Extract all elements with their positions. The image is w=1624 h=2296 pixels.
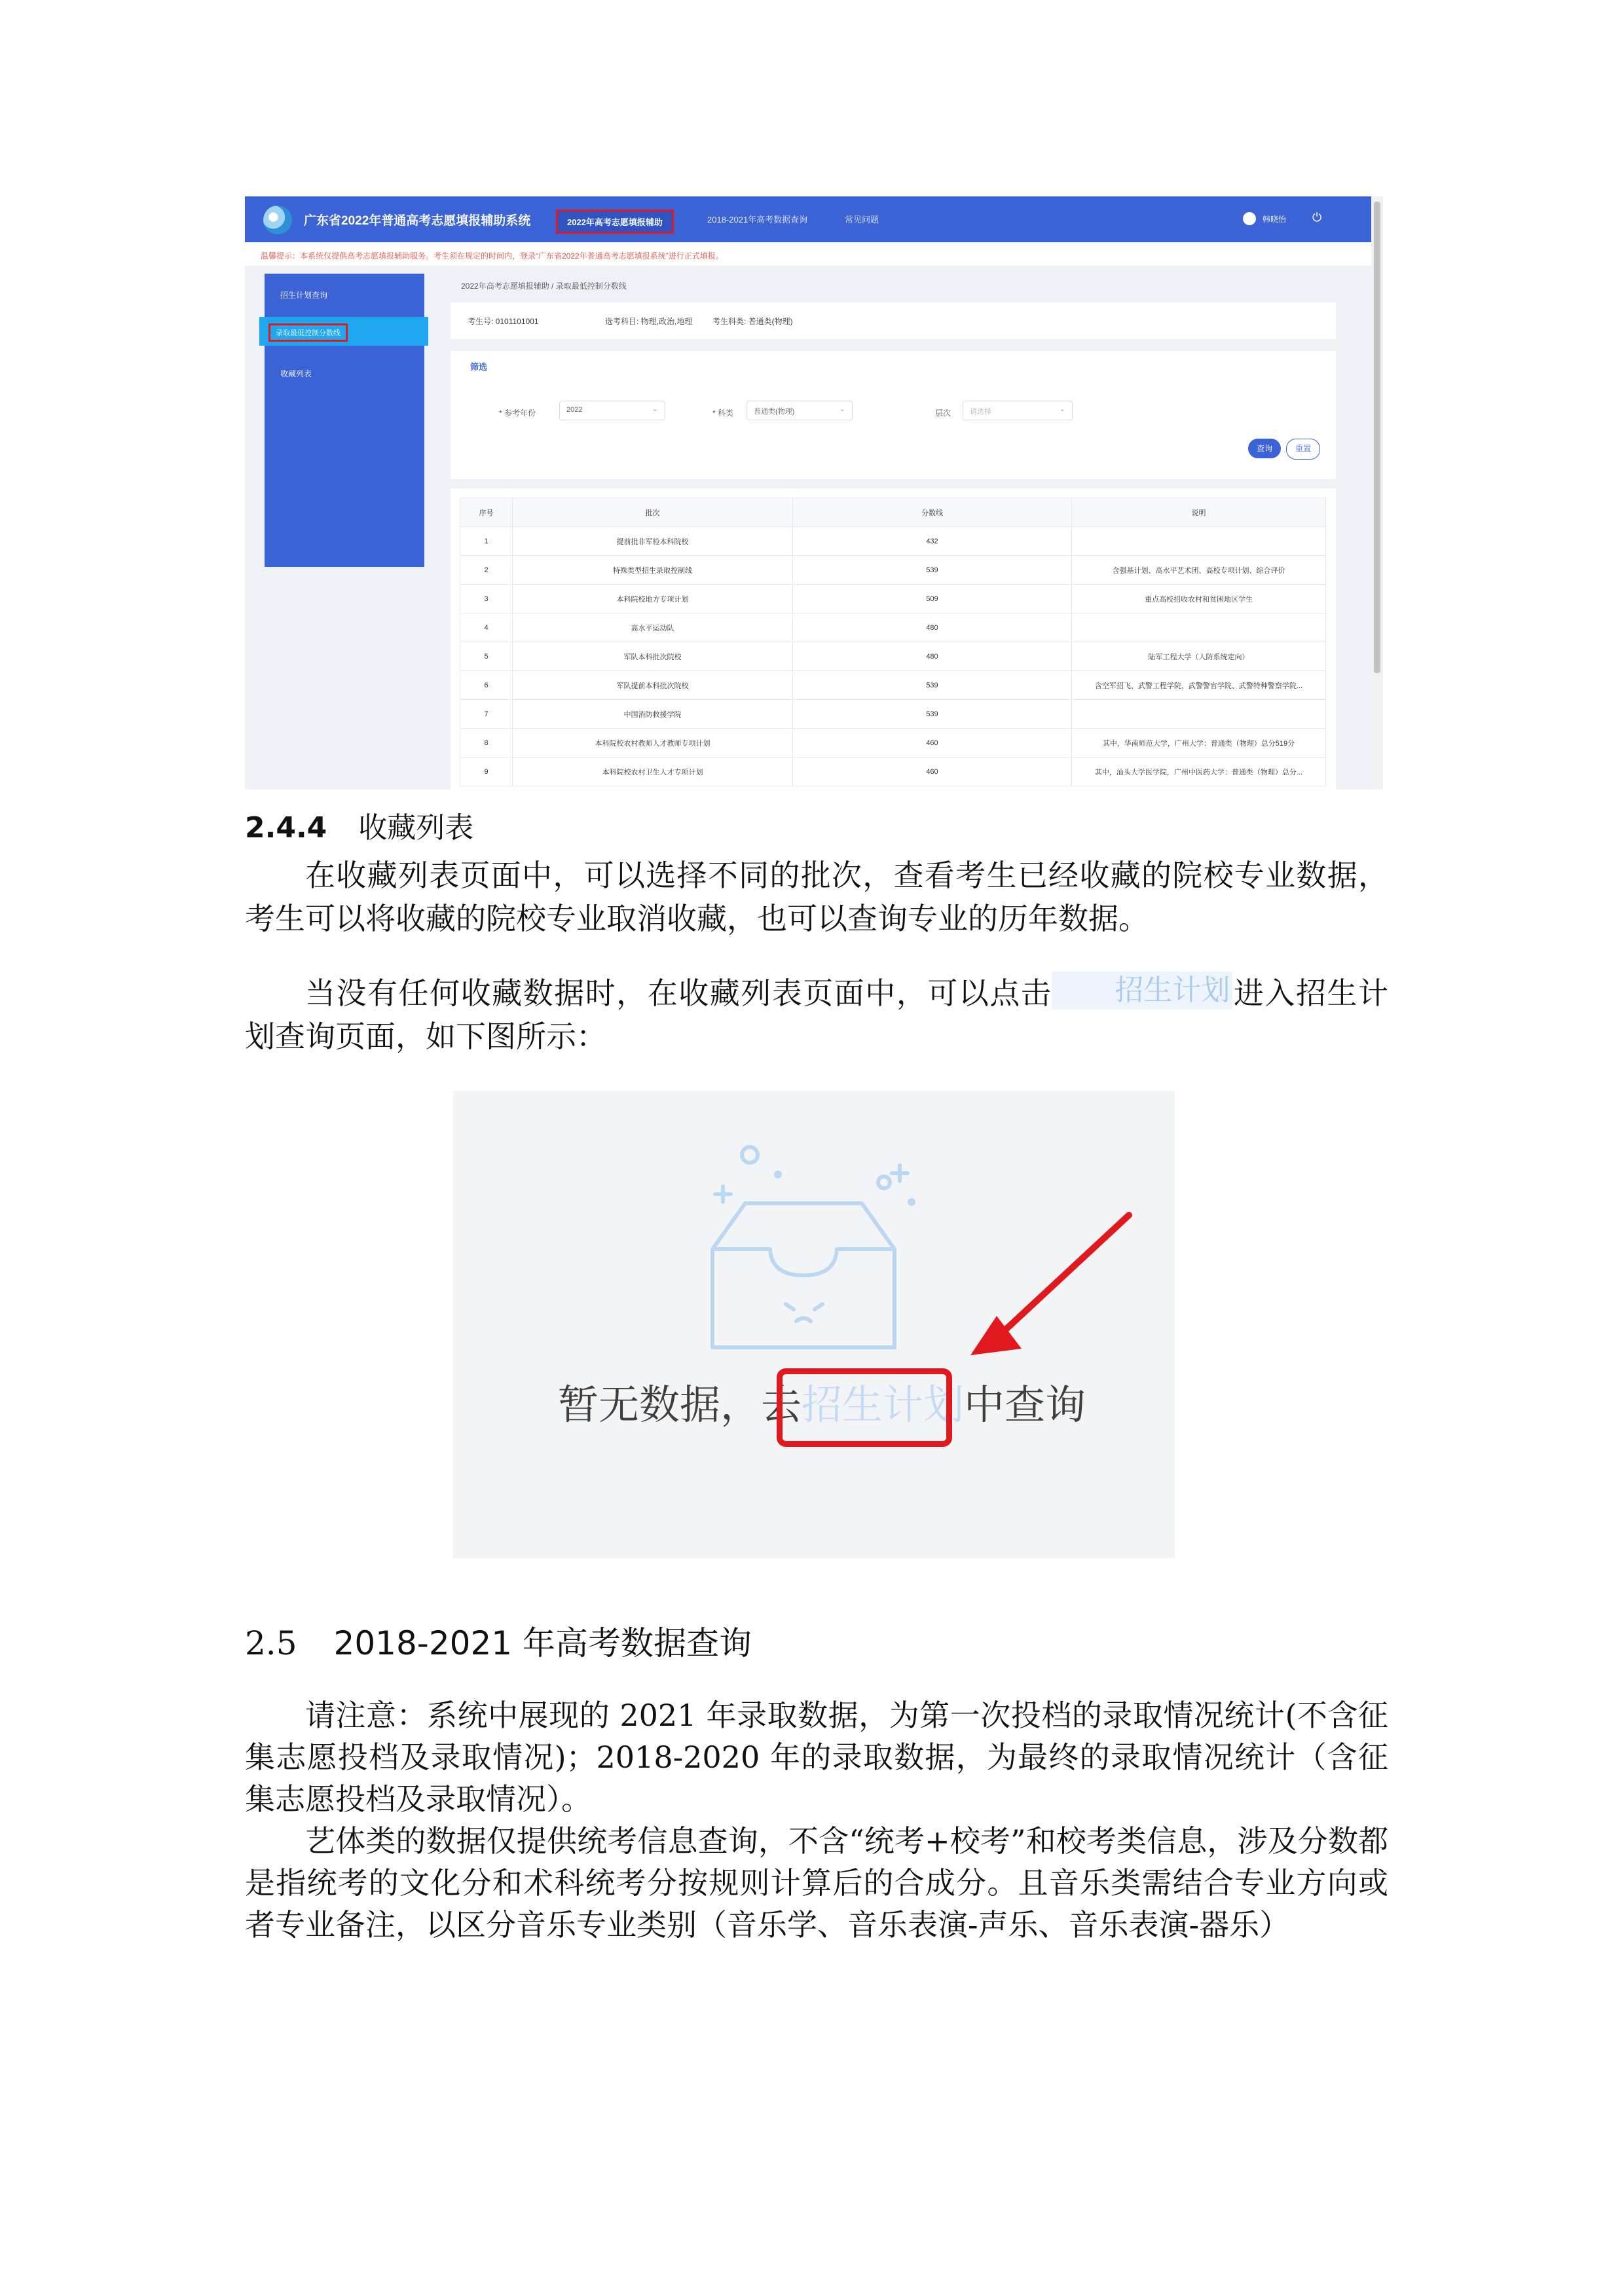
cell-score: 509 xyxy=(793,585,1072,613)
notice-bar xyxy=(245,242,1371,266)
filter-title: 筛选 xyxy=(470,362,488,372)
selected-subjects: 选考科目: 物理,政治,地理 xyxy=(605,317,693,326)
cell-batch: 特殊类型招生录取控制线 xyxy=(513,556,793,585)
table-row xyxy=(460,729,1326,757)
enrollment-plan-link[interactable]: 招生计划 xyxy=(802,1381,965,1429)
cell-score: 539 xyxy=(793,556,1072,585)
cell-score: 539 xyxy=(793,700,1072,729)
table-row xyxy=(460,585,1326,613)
table-row xyxy=(460,671,1326,700)
year-select[interactable] xyxy=(559,401,665,420)
cell-score: 480 xyxy=(793,613,1072,642)
admission-score-screenshot xyxy=(245,196,1383,790)
decor-plus-icon xyxy=(892,1165,908,1181)
cell-batch: 本科院校地方专项计划 xyxy=(513,585,793,613)
cell-score: 460 xyxy=(793,757,1072,786)
col-header-index: 序号 xyxy=(460,498,513,527)
table-row xyxy=(460,757,1326,786)
section-title: 收藏列表 xyxy=(358,811,474,845)
cell-batch: 军队本科批次院校 xyxy=(513,642,793,671)
cell-batch: 本科院校农村教师人才教师专项计划 xyxy=(513,729,793,757)
chevron-down-icon: ⌄ xyxy=(1059,405,1065,413)
cell-score: 480 xyxy=(793,642,1072,671)
nav-tab-history-query[interactable]: 2018-2021年高考数据查询 xyxy=(707,215,808,225)
cell-note xyxy=(1072,527,1326,556)
art-sports-note-paragraph: 艺体类的数据仅提供统考信息查询，不含“统考+校考”和校考类信息，涉及分数都是指统考的文化分和术科统考分按规则计算后的合成分。且音乐类需结合专业方向或者专业备注，以区分音乐专业类别（音乐学、音乐表演-声乐、音乐表演-器乐） xyxy=(245,1823,1388,1942)
table-header-row xyxy=(460,498,1326,527)
section-heading-2-5 xyxy=(245,1617,752,1664)
data-note-paragraph: 请注意：系统中展现的 2021 年录取数据，为第一次投档的录取情况统计(不含征集志愿投档及录取情况)；2018-2020 年的录取数据，为最终的录取情况统计（含征集志愿投档及录取情况）。 xyxy=(245,1698,1388,1817)
cell-index: 5 xyxy=(460,642,513,671)
year-select-value: 2022 xyxy=(566,406,583,414)
filter-panel xyxy=(451,351,1336,479)
sidebar-item-min-score-label[interactable]: 录取最低控制分数线 xyxy=(268,323,348,342)
nav-tab-faq[interactable]: 常见问题 xyxy=(845,215,879,225)
cell-batch: 本科院校农村卫生人才专项计划 xyxy=(513,757,793,786)
decor-circle xyxy=(742,1147,758,1163)
cell-note: 陆军工程大学（人防系统定向） xyxy=(1072,642,1326,671)
empty-favorites-screenshot xyxy=(453,1091,1175,1558)
cell-batch: 中国消防救援学院 xyxy=(513,700,793,729)
cell-note: 重点高校招收农村和贫困地区学生 xyxy=(1072,585,1326,613)
subject-select[interactable] xyxy=(747,401,853,420)
hint-text-after: 进入招生计划查询页面，如下图所示： xyxy=(245,975,1389,1054)
reset-button[interactable]: 重置 xyxy=(1286,439,1320,460)
exam-number: 考生号: 0101101001 xyxy=(468,317,539,326)
cell-score: 539 xyxy=(793,671,1072,700)
notice-text: 温馨提示：本系统仅提供高考志愿填报辅助服务。考生须在规定的时间内，登录“广东省2022年普通高考志愿填报系统”进行正式填报。 xyxy=(261,251,724,261)
query-button[interactable]: 查询 xyxy=(1248,439,1281,458)
candidate-info-bar xyxy=(451,302,1336,339)
table-row xyxy=(460,642,1326,671)
col-header-note: 说明 xyxy=(1072,498,1326,527)
scrollbar-thumb[interactable] xyxy=(1374,202,1380,673)
cell-index: 2 xyxy=(460,556,513,585)
favorites-description: 在收藏列表页面中，可以选择不同的批次，查看考生已经收藏的院校专业数据，考生可以将收藏的院校专业取消收藏，也可以查询专业的历年数据。 xyxy=(245,858,1388,936)
sidebar xyxy=(265,274,424,567)
cell-batch: 提前批非军检本科院校 xyxy=(513,527,793,556)
box-lid xyxy=(712,1203,895,1249)
batch-select[interactable] xyxy=(963,401,1073,420)
box-face-icon xyxy=(786,1304,822,1321)
favorites-empty-hint xyxy=(245,972,1388,1058)
table-row xyxy=(460,613,1326,642)
table-row xyxy=(460,556,1326,585)
table-row xyxy=(460,700,1326,729)
score-table-panel xyxy=(451,488,1336,790)
box-body xyxy=(712,1249,895,1347)
system-logo xyxy=(263,206,292,234)
top-nav-bar xyxy=(245,196,1371,242)
section-number: 2.4.4 xyxy=(245,811,327,845)
user-name[interactable]: 韩晓怡 xyxy=(1263,215,1287,224)
year-label: * 参考年份 xyxy=(499,409,536,418)
decor-circle xyxy=(878,1176,890,1188)
nav-tab-2022-assist[interactable]: 2022年高考志愿填报辅助 xyxy=(556,210,674,234)
subject-category: 考生科类: 普通类(物理) xyxy=(712,317,793,326)
col-header-batch: 批次 xyxy=(513,498,793,527)
sidebar-item-min-score-active[interactable] xyxy=(259,317,428,346)
section-heading-2-4-4 xyxy=(245,804,473,846)
batch-label: 层次 xyxy=(935,409,951,418)
highlight-box xyxy=(777,1368,952,1447)
cell-score: 432 xyxy=(793,527,1072,556)
cell-note: 含空军招飞、武警工程学院、武警警官学院、武警特种警察学院... xyxy=(1072,671,1326,700)
cell-index: 3 xyxy=(460,585,513,613)
cell-index: 7 xyxy=(460,700,513,729)
cell-index: 4 xyxy=(460,613,513,642)
score-table xyxy=(460,498,1326,786)
chevron-down-icon: ⌄ xyxy=(839,405,845,413)
enrollment-plan-chip: 招生计划 xyxy=(1052,972,1232,1010)
cell-index: 8 xyxy=(460,729,513,757)
decor-plus-icon xyxy=(715,1186,731,1202)
cell-note: 含强基计划、高水平艺术团、高校专项计划、综合评价 xyxy=(1072,556,1326,585)
power-icon[interactable]: ⏻ xyxy=(1312,211,1322,224)
cell-note: 其中，汕头大学医学院，广州中医药大学：普通类（物理）总分... xyxy=(1072,757,1326,786)
section-number: 2.5 xyxy=(245,1624,297,1662)
empty-text-before: 暂无数据，去 xyxy=(558,1381,802,1429)
cell-index: 6 xyxy=(460,671,513,700)
breadcrumb: 2022年高考志愿填报辅助 / 录取最低控制分数线 xyxy=(461,282,627,291)
chevron-down-icon: ⌄ xyxy=(652,405,658,413)
decor-dot xyxy=(776,1173,780,1176)
sidebar-item-enrollment-plan[interactable]: 招生计划查询 xyxy=(280,291,328,300)
cell-note xyxy=(1072,700,1326,729)
cell-batch: 高水平运动队 xyxy=(513,613,793,642)
hint-text-before: 当没有任何收藏数据时，在收藏列表页面中，可以点击 xyxy=(305,975,1052,1011)
subject-label: * 科类 xyxy=(712,409,734,418)
cell-note: 其中，华南师范大学，广州大学：普通类（物理）总分519分 xyxy=(1072,729,1326,757)
cell-index: 1 xyxy=(460,527,513,556)
cell-batch: 军队提前本科批次院校 xyxy=(513,671,793,700)
cell-score: 460 xyxy=(793,729,1072,757)
section-title: 2018-2021 年高考数据查询 xyxy=(333,1624,752,1662)
sidebar-item-favorites[interactable]: 收藏列表 xyxy=(280,369,312,378)
empty-text-after: 中查询 xyxy=(964,1381,1086,1429)
cell-note xyxy=(1072,613,1326,642)
subject-select-value: 普通类(物理) xyxy=(754,408,795,416)
col-header-score: 分数线 xyxy=(793,498,1072,527)
user-avatar-icon[interactable] xyxy=(1243,212,1256,225)
batch-select-placeholder: 请选择 xyxy=(970,408,991,416)
red-arrow-icon xyxy=(970,1215,1129,1355)
cell-index: 9 xyxy=(460,757,513,786)
decor-dot xyxy=(910,1200,913,1204)
app-title: 广东省2022年普通高考志愿填报辅助系统 xyxy=(304,214,531,228)
empty-box-illustration xyxy=(453,1091,1175,1558)
table-row xyxy=(460,527,1326,556)
